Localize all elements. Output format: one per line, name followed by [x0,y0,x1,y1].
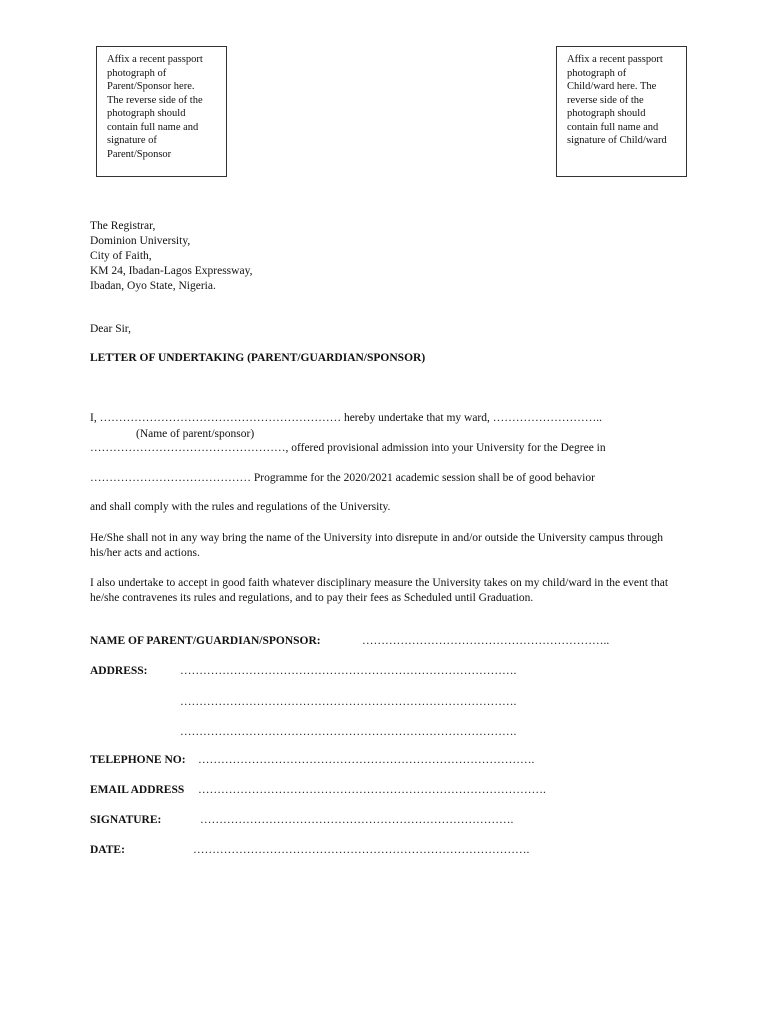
address-line: KM 24, Ibadan-Lagos Expressway, [90,265,253,277]
date-field[interactable]: ……………………………………………………………………………. [193,844,530,856]
body-line-4: and shall comply with the rules and regulations of the University. [90,501,391,513]
body-paragraph-2: He/She shall not in any way bring the name of the University into disrepute in and/or outside the University campus through his/her acts and actions. [90,532,663,559]
child-photo-text: Child/ward here. The [567,81,657,92]
telephone-field[interactable]: ……………………………………………………………………………. [198,754,535,766]
date-label: DATE: [90,844,125,856]
salutation: Dear Sir, [90,323,132,335]
child-photo-text: reverse side of the [567,94,644,106]
body-line-2: ……………………………………………, offered provisional admission into your University for the Degree in [90,442,606,454]
parent-photo-text: photograph should [107,108,186,119]
address-field-2[interactable]: ……………………………………………………………………………. [180,696,517,708]
name-field[interactable]: ……………………………………………………….. [362,635,610,647]
address-field-3[interactable]: ……………………………………………………………………………. [180,726,517,738]
name-label: NAME OF PARENT/GUARDIAN/SPONSOR: [90,635,321,647]
email-field[interactable]: ………………………………………………………………………………. [198,784,546,796]
body-line-1: I, ……………………………………………………… hereby undertake that my ward, ……………………….. [90,412,603,424]
parent-photo-text: signature of [107,135,157,146]
parent-photo-box [96,46,227,177]
letter-heading: LETTER OF UNDERTAKING (PARENT/GUARDIAN/SPONSOR) [90,352,426,364]
child-photo-text: photograph of [567,67,627,79]
signature-field[interactable]: ………………………………………………………………………. [200,814,514,826]
child-photo-text: signature of Child/ward [567,135,667,146]
body-line-3: …………………………………… Programme for the 2020/2021 academic session shall be of good behavior [90,472,595,484]
telephone-label: TELEPHONE NO: [90,754,186,766]
parent-photo-text: Parent/Sponsor [107,148,172,160]
signature-label: SIGNATURE: [90,814,162,826]
parent-photo-text: photograph of [107,67,167,79]
body-paragraph-3: I also undertake to accept in good faith whatever disciplinary measure the University takes on my child/ward in the event that he/she contravenes its rules and regulations, and to pay their fees as Scheduled until Graduation. [90,577,669,604]
address-label: ADDRESS: [90,665,148,677]
address-line: Dominion University, [90,235,191,247]
child-photo-text: photograph should [567,108,646,119]
email-label: EMAIL ADDRESS [90,784,185,796]
address-line: Ibadan, Oyo State, Nigeria. [90,280,216,292]
address-field-1[interactable]: ……………………………………………………………………………. [180,665,517,677]
child-photo-box [556,46,687,177]
parent-photo-text: Parent/Sponsor here. [107,81,195,92]
address-line: City of Faith, [90,250,152,262]
body-line-1-caption: (Name of parent/sponsor) [136,428,255,440]
child-photo-text: contain full name and [567,121,659,133]
parent-photo-text: The reverse side of the [107,94,203,106]
parent-photo-text: Affix a recent passport [107,54,203,65]
recipient-address [90,219,252,294]
child-photo-text: Affix a recent passport [567,54,663,65]
address-line: The Registrar, [90,220,156,232]
parent-photo-text: contain full name and [107,121,199,133]
